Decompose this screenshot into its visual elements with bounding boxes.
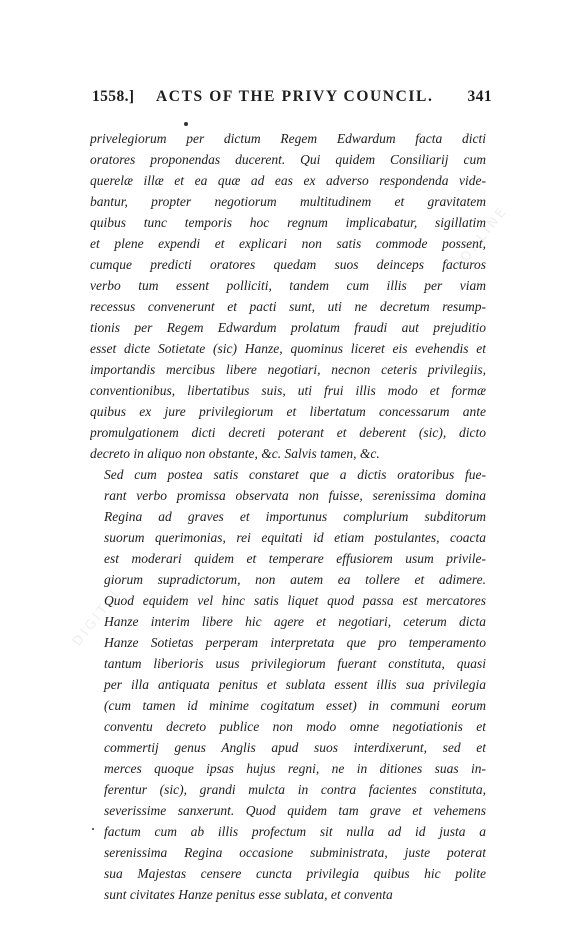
- text-line: est moderari quidem et temperare effusiorem usum privile-: [104, 551, 486, 566]
- text-line: cumque predicti oratores quedam suos deinceps facturos: [90, 257, 486, 272]
- text-line: promulgationem dicti decreti poterant et deberent (sic), dicto: [90, 425, 486, 440]
- text-line: merces quoque ipsas hujus regni, ne in ditiones suas in-: [104, 761, 486, 776]
- header-year: 1558.]: [92, 88, 135, 105]
- text-line: Regina ad graves et importunus complurium subditorum: [104, 509, 486, 524]
- text-line: importandis mercibus libere negotiari, necnon ceteris privilegiis,: [90, 362, 486, 377]
- text-line: Hanze interim libere hic agere et negotiari, ceterum dicta: [104, 614, 486, 629]
- text-line: sunt civitates Hanze penitus esse sublata, et conventa: [104, 887, 393, 902]
- watermark-top-right: ONLINE: [458, 203, 512, 266]
- text-line: recessus convenerunt et pacti sunt, uti ne decretum resump-: [90, 299, 486, 314]
- text-line: sua Majestas censere cuncta privilegia quibus hic polite: [104, 866, 486, 881]
- text-line: (cum tamen id minime cogitatum esset) in communi eorum: [104, 698, 486, 713]
- ink-speck: [92, 828, 94, 830]
- text-line: esset dicte Sotietate (sic) Hanze, quominus liceret eis evehendis et: [90, 341, 486, 356]
- text-line: Sed cum postea satis constaret que a dictis oratoribus fue-: [104, 467, 486, 482]
- page-number: 341: [467, 88, 492, 105]
- text-line: verbo tum essent polliciti, tandem cum illis per viam: [90, 278, 486, 293]
- text-line: quibus ex jure privilegiorum et libertatum concessarum ante: [90, 404, 486, 419]
- text-line: suorum querimonias, rei equitati id etiam postulantes, coacta: [104, 530, 486, 545]
- header-title: ACTS OF THE PRIVY COUNCIL.: [156, 88, 434, 105]
- text-line: querelæ illæ et ea quæ ad eas ex adverso respondenda vide-: [90, 173, 486, 188]
- text-line: serenissima Regina occasione subministrata, juste poterat: [104, 845, 486, 860]
- text-line: privelegiorum per dictum Regem Edwardum facta dicti: [90, 131, 486, 146]
- text-line: decreto in aliquo non obstante, &c. Salvis tamen, &c.: [90, 446, 380, 461]
- text-line: Hanze Sotietas perperam interpretata que pro temperamento: [104, 635, 486, 650]
- text-line: severissime sanxerunt. Quod quidem tam grave et vehemens: [104, 803, 486, 818]
- text-line: bantur, propter negotiorum multitudinem et gravitatem: [90, 194, 486, 209]
- ink-dot: [184, 122, 188, 126]
- text-line: tionis per Regem Edwardum prolatum fraudi aut prejuditio: [90, 320, 486, 335]
- text-line: oratores proponendas ducerent. Qui quidem Consiliarij cum: [90, 152, 486, 167]
- text-line: ferentur (sic), grandi mulcta in contra facientes constituta,: [104, 782, 486, 797]
- paragraph: [90, 128, 486, 464]
- text-line: per illa antiquata penitus et sublata essent illis sua privilegia: [104, 677, 486, 692]
- text-line: conventionibus, libertatibus suis, uti frui illis modo et formæ: [90, 383, 486, 398]
- text-line: giorum supradictorum, non autem ea tollere et adimere.: [104, 572, 486, 587]
- body-text: [90, 128, 486, 905]
- text-line: rant verbo promissa observata non fuisse, serenissima domina: [104, 488, 486, 503]
- text-line: factum cum ab illis profectum sit nulla ad id justa a: [104, 824, 486, 839]
- text-line: Quod equidem vel hinc satis liquet quod passa est mercatores: [104, 593, 486, 608]
- text-line: tantum liberioris usus privilegiorum fuerant constituta, quasi: [104, 656, 486, 671]
- text-line: commertij genus Anglis apud suos interdixerunt, sed et: [104, 740, 486, 755]
- watermark-left: DIGITAL: [70, 583, 127, 650]
- running-header: [92, 84, 492, 106]
- text-line: conventu decreto publice non modo omne negotiationis et: [104, 719, 486, 734]
- paragraph: [90, 464, 486, 905]
- text-line: quibus tunc temporis hoc regnum implicabatur, sigillatim: [90, 215, 486, 230]
- text-line: et plene expendi et explicari non satis commode possent,: [90, 236, 486, 251]
